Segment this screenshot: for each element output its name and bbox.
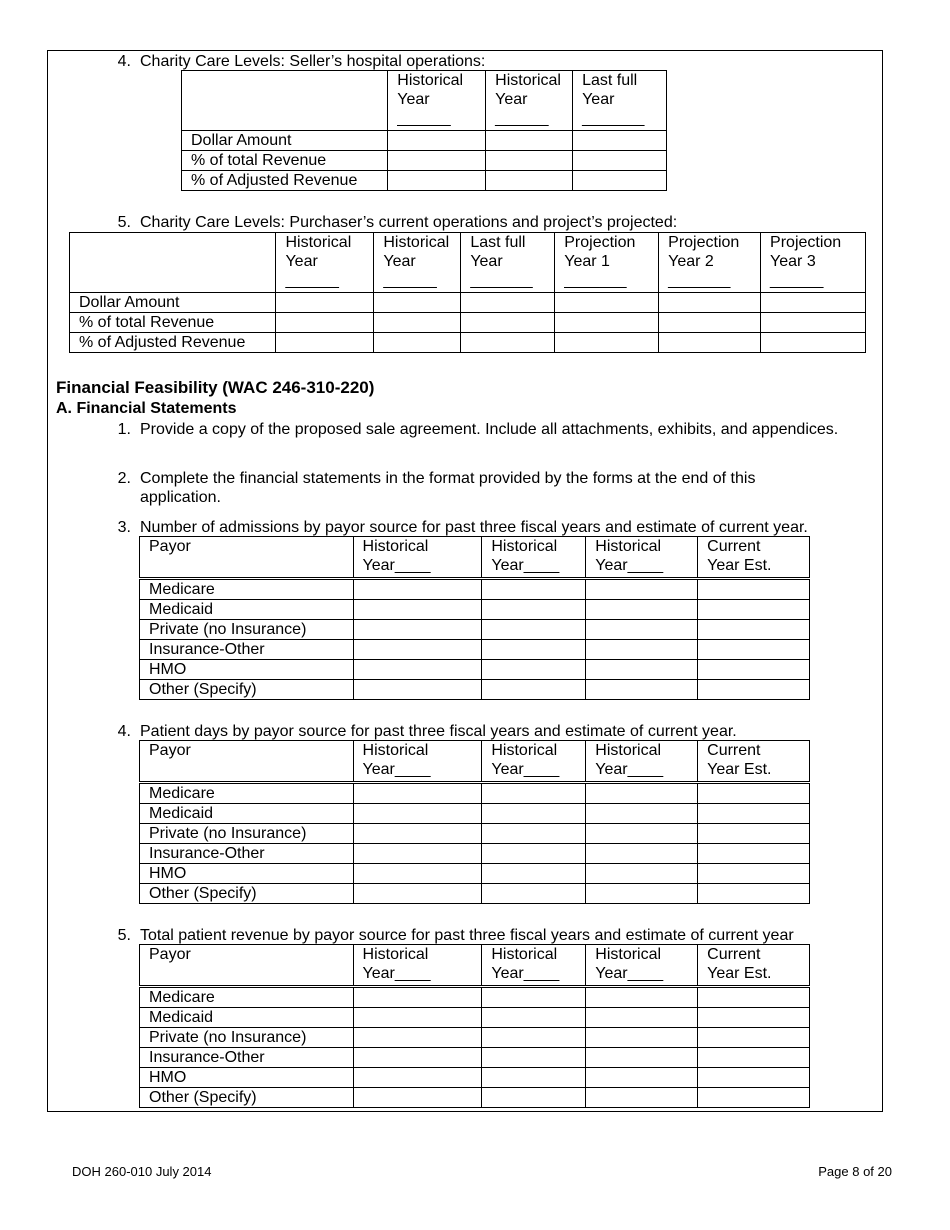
input-cell[interactable] (276, 333, 374, 353)
input-cell[interactable] (482, 1028, 586, 1048)
row-label: HMO (140, 1068, 354, 1088)
input-cell[interactable] (586, 620, 698, 640)
col-header: Historical Year ______ (388, 71, 486, 131)
col-header: Historical Year ______ (486, 71, 573, 131)
input-cell[interactable] (586, 824, 698, 844)
item-text: Total patient revenue by payor source for past three fiscal years and estimate of current year (140, 927, 794, 944)
col-header: Historical Year____ (586, 741, 698, 783)
row-label: Private (no Insurance) (140, 824, 354, 844)
corner-cell (182, 71, 388, 131)
input-cell[interactable] (573, 131, 667, 151)
input-cell[interactable] (482, 1008, 586, 1028)
input-cell[interactable] (461, 333, 555, 353)
input-cell[interactable] (353, 1088, 482, 1108)
item-text: Patient days by payor source for past three fiscal years and estimate of current year. (140, 723, 737, 740)
input-cell[interactable] (353, 824, 482, 844)
input-cell[interactable] (353, 804, 482, 824)
input-cell[interactable] (586, 680, 698, 700)
input-cell[interactable] (586, 600, 698, 620)
row-label: Insurance-Other (140, 1048, 354, 1068)
input-cell[interactable] (586, 987, 698, 1008)
input-cell[interactable] (482, 824, 586, 844)
input-cell[interactable] (698, 640, 810, 660)
input-cell[interactable] (353, 600, 482, 620)
input-cell[interactable] (388, 131, 486, 151)
table-row (140, 1088, 810, 1108)
charity-seller-table (181, 70, 667, 191)
input-cell[interactable] (482, 1088, 586, 1108)
col-header: Payor (140, 945, 354, 987)
row-label: Medicare (140, 783, 354, 804)
input-cell[interactable] (482, 783, 586, 804)
input-cell[interactable] (482, 1048, 586, 1068)
input-cell[interactable] (573, 151, 667, 171)
row-label: % of total Revenue (70, 313, 276, 333)
input-cell[interactable] (698, 824, 810, 844)
item-number: 3. (117, 519, 131, 536)
table-row (70, 293, 866, 313)
input-cell[interactable] (353, 1068, 482, 1088)
table-row (140, 600, 810, 620)
input-cell[interactable] (586, 660, 698, 680)
input-cell[interactable] (388, 151, 486, 171)
table-row (140, 1068, 810, 1088)
input-cell[interactable] (482, 804, 586, 824)
input-cell[interactable] (353, 884, 482, 904)
sec5-number: 5. (117, 214, 131, 231)
input-cell[interactable] (374, 313, 461, 333)
row-label: Other (Specify) (140, 1088, 354, 1108)
table-row (140, 804, 810, 824)
item-number: 2. (117, 470, 131, 487)
table-row (140, 783, 810, 804)
financial-subheading: A. Financial Statements (56, 400, 237, 417)
row-label: Insurance-Other (140, 640, 354, 660)
input-cell[interactable] (698, 620, 810, 640)
input-cell[interactable] (482, 1068, 586, 1088)
col-header: Last full Year _______ (461, 233, 555, 293)
input-cell[interactable] (761, 313, 866, 333)
table-row (140, 824, 810, 844)
input-cell[interactable] (482, 640, 586, 660)
input-cell[interactable] (353, 660, 482, 680)
table-row (182, 151, 667, 171)
payor-table (139, 536, 810, 700)
col-header: Current Year Est. (698, 537, 810, 579)
row-label: Medicaid (140, 600, 354, 620)
input-cell[interactable] (353, 1008, 482, 1028)
input-cell[interactable] (698, 1028, 810, 1048)
input-cell[interactable] (482, 844, 586, 864)
charity-purchaser-table (69, 232, 866, 353)
input-cell[interactable] (698, 987, 810, 1008)
input-cell[interactable] (698, 1068, 810, 1088)
input-cell[interactable] (659, 313, 761, 333)
input-cell[interactable] (353, 844, 482, 864)
input-cell[interactable] (698, 844, 810, 864)
input-cell[interactable] (374, 333, 461, 353)
table-row (140, 680, 810, 700)
row-label: HMO (140, 864, 354, 884)
input-cell[interactable] (482, 620, 586, 640)
row-label: Medicare (140, 987, 354, 1008)
input-cell[interactable] (698, 600, 810, 620)
col-header: Historical Year____ (353, 537, 482, 579)
input-cell[interactable] (586, 804, 698, 824)
row-label: Dollar Amount (70, 293, 276, 313)
table-row (140, 640, 810, 660)
item-text: Complete the financial statements in the format provided by the forms at the end of this application. (140, 470, 756, 506)
row-label: Other (Specify) (140, 884, 354, 904)
row-label: Insurance-Other (140, 844, 354, 864)
table-row (140, 1048, 810, 1068)
table-row (182, 171, 667, 191)
input-cell[interactable] (586, 640, 698, 660)
col-header: Last full Year _______ (573, 71, 667, 131)
input-cell[interactable] (586, 579, 698, 600)
input-cell[interactable] (353, 987, 482, 1008)
col-header: Projection Year 3 ______ (761, 233, 866, 293)
col-header: Projection Year 2 _______ (659, 233, 761, 293)
table-row (140, 987, 810, 1008)
table-row (140, 660, 810, 680)
col-header: Historical Year ______ (276, 233, 374, 293)
row-label: % of total Revenue (182, 151, 388, 171)
input-cell[interactable] (698, 884, 810, 904)
input-cell[interactable] (555, 313, 659, 333)
table-row (140, 884, 810, 904)
item-text: Provide a copy of the proposed sale agreement. Include all attachments, exhibits, and appendices. (140, 421, 839, 438)
input-cell[interactable] (586, 1088, 698, 1108)
input-cell[interactable] (482, 660, 586, 680)
input-cell[interactable] (353, 1028, 482, 1048)
row-label: Other (Specify) (140, 680, 354, 700)
input-cell[interactable] (276, 313, 374, 333)
table-row (140, 844, 810, 864)
input-cell[interactable] (374, 293, 461, 313)
input-cell[interactable] (486, 171, 573, 191)
row-label: Dollar Amount (182, 131, 388, 151)
input-cell[interactable] (353, 680, 482, 700)
input-cell[interactable] (586, 783, 698, 804)
item-number: 1. (117, 421, 131, 438)
input-cell[interactable] (573, 171, 667, 191)
input-cell[interactable] (659, 333, 761, 353)
input-cell[interactable] (353, 640, 482, 660)
input-cell[interactable] (586, 1068, 698, 1088)
input-cell[interactable] (698, 660, 810, 680)
row-label: HMO (140, 660, 354, 680)
input-cell[interactable] (276, 293, 374, 313)
row-label: Medicare (140, 579, 354, 600)
col-header: Payor (140, 741, 354, 783)
table-row (182, 131, 667, 151)
input-cell[interactable] (586, 844, 698, 864)
input-cell[interactable] (698, 783, 810, 804)
table-row (70, 333, 866, 353)
input-cell[interactable] (698, 1008, 810, 1028)
input-cell[interactable] (482, 987, 586, 1008)
input-cell[interactable] (486, 151, 573, 171)
input-cell[interactable] (388, 171, 486, 191)
col-header: Historical Year____ (353, 945, 482, 987)
input-cell[interactable] (482, 884, 586, 904)
input-cell[interactable] (698, 864, 810, 884)
sec4-number: 4. (117, 53, 131, 70)
input-cell[interactable] (698, 579, 810, 600)
input-cell[interactable] (482, 864, 586, 884)
col-header: Current Year Est. (698, 741, 810, 783)
input-cell[interactable] (353, 864, 482, 884)
input-cell[interactable] (586, 1008, 698, 1028)
col-header: Historical Year____ (482, 741, 586, 783)
input-cell[interactable] (461, 313, 555, 333)
col-header: Historical Year ______ (374, 233, 461, 293)
sec4-text: Charity Care Levels: Seller’s hospital operations: (140, 53, 486, 70)
payor-table (139, 740, 810, 904)
input-cell[interactable] (486, 131, 573, 151)
input-cell[interactable] (586, 1048, 698, 1068)
input-cell[interactable] (555, 333, 659, 353)
item-text: Number of admissions by payor source for past three fiscal years and estimate of current year. (140, 519, 808, 536)
col-header: Historical Year____ (586, 945, 698, 987)
form-number: DOH 260-010 July 2014 (72, 1164, 212, 1179)
item-number: 4. (117, 723, 131, 740)
col-header: Current Year Est. (698, 945, 810, 987)
payor-table (139, 944, 810, 1108)
table-row (140, 579, 810, 600)
table-row (140, 1028, 810, 1048)
row-label: % of Adjusted Revenue (70, 333, 276, 353)
input-cell[interactable] (586, 864, 698, 884)
input-cell[interactable] (698, 1048, 810, 1068)
row-label: Medicaid (140, 1008, 354, 1028)
input-cell[interactable] (761, 293, 866, 313)
input-cell[interactable] (698, 804, 810, 824)
col-header: Historical Year____ (482, 945, 586, 987)
table-row (70, 313, 866, 333)
input-cell[interactable] (353, 1048, 482, 1068)
col-header: Historical Year____ (353, 741, 482, 783)
corner-cell (70, 233, 276, 293)
input-cell[interactable] (482, 600, 586, 620)
table-row (140, 620, 810, 640)
col-header: Historical Year____ (586, 537, 698, 579)
input-cell[interactable] (586, 884, 698, 904)
sec5-text: Charity Care Levels: Purchaser’s current operations and project’s projected: (140, 214, 678, 231)
input-cell[interactable] (659, 293, 761, 313)
row-label: Medicaid (140, 804, 354, 824)
row-label: Private (no Insurance) (140, 620, 354, 640)
input-cell[interactable] (482, 579, 586, 600)
item-number: 5. (117, 927, 131, 944)
input-cell[interactable] (586, 1028, 698, 1048)
col-header: Payor (140, 537, 354, 579)
input-cell[interactable] (698, 680, 810, 700)
input-cell[interactable] (461, 293, 555, 313)
page-number: Page 8 of 20 (818, 1164, 892, 1179)
input-cell[interactable] (482, 680, 586, 700)
row-label: Private (no Insurance) (140, 1028, 354, 1048)
col-header: Projection Year 1 _______ (555, 233, 659, 293)
input-cell[interactable] (761, 333, 866, 353)
input-cell[interactable] (353, 620, 482, 640)
input-cell[interactable] (353, 579, 482, 600)
table-row (140, 864, 810, 884)
input-cell[interactable] (353, 783, 482, 804)
input-cell[interactable] (555, 293, 659, 313)
col-header: Historical Year____ (482, 537, 586, 579)
row-label: % of Adjusted Revenue (182, 171, 388, 191)
financial-heading: Financial Feasibility (WAC 246-310-220) (56, 378, 375, 397)
table-row (140, 1008, 810, 1028)
input-cell[interactable] (698, 1088, 810, 1108)
